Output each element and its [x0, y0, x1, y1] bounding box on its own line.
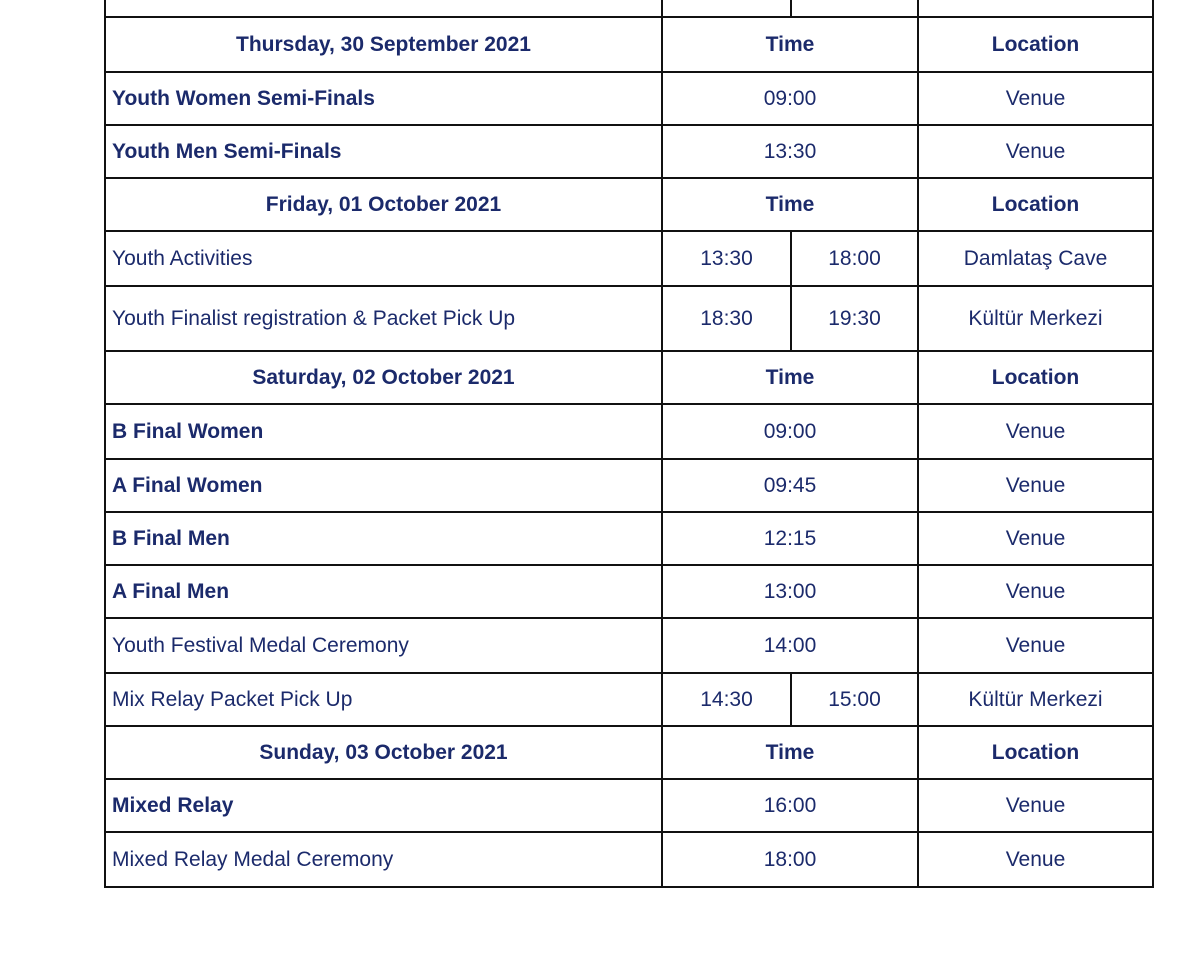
event-time: 18:00 [662, 832, 918, 887]
event-name: Mixed Relay [105, 779, 662, 832]
event-location: Venue [918, 125, 1153, 178]
event-time: 09:00 [662, 404, 918, 459]
end-time: 19:30 [791, 286, 918, 351]
event-row [105, 459, 1153, 512]
end-time: 18:00 [791, 231, 918, 286]
start-time: 13:30 [662, 231, 791, 286]
event-row [105, 618, 1153, 673]
event-row [105, 779, 1153, 832]
event-time: 14:00 [662, 618, 918, 673]
event-location: Kültür Merkezi [918, 673, 1153, 726]
event-row [105, 286, 1153, 351]
event-name: Mixed Relay Medal Ceremony [105, 832, 662, 887]
event-name: Youth Finalist registration & Packet Pick Up [105, 286, 662, 351]
event-name: Youth Women Semi-Finals [105, 72, 662, 125]
event-location: Venue [918, 565, 1153, 618]
event-location: Kültür Merkezi [918, 286, 1153, 351]
cutoff-start-cell [662, 0, 791, 17]
time-column-header: Time [662, 17, 918, 72]
cutoff-end-cell [791, 0, 918, 17]
schedule-body [105, 0, 1153, 887]
location-column-header: Location [918, 726, 1153, 779]
day-date: Sunday, 03 October 2021 [105, 726, 662, 779]
day-header-row [105, 351, 1153, 404]
day-header-row [105, 178, 1153, 231]
start-time: 18:30 [662, 286, 791, 351]
event-name: A Final Women [105, 459, 662, 512]
event-name: B Final Men [105, 512, 662, 565]
event-name: B Final Women [105, 404, 662, 459]
day-date: Saturday, 02 October 2021 [105, 351, 662, 404]
event-name: Youth Festival Medal Ceremony [105, 618, 662, 673]
event-row [105, 72, 1153, 125]
event-location: Venue [918, 618, 1153, 673]
event-name: Youth Activities [105, 231, 662, 286]
event-time: 16:00 [662, 779, 918, 832]
event-row [105, 832, 1153, 887]
schedule-table [104, 0, 1154, 888]
event-row [105, 673, 1153, 726]
event-location: Damlataş Cave [918, 231, 1153, 286]
event-row [105, 404, 1153, 459]
start-time: 14:30 [662, 673, 791, 726]
event-location: Venue [918, 832, 1153, 887]
event-time: 09:00 [662, 72, 918, 125]
event-name: A Final Men [105, 565, 662, 618]
time-column-header: Time [662, 178, 918, 231]
event-location: Venue [918, 779, 1153, 832]
event-name: Youth Men Semi-Finals [105, 125, 662, 178]
cutoff-row [105, 0, 1153, 17]
day-header-row [105, 726, 1153, 779]
event-row [105, 125, 1153, 178]
event-name: Mix Relay Packet Pick Up [105, 673, 662, 726]
time-column-header: Time [662, 726, 918, 779]
time-column-header: Time [662, 351, 918, 404]
event-time: 13:00 [662, 565, 918, 618]
event-row [105, 231, 1153, 286]
day-date: Thursday, 30 September 2021 [105, 17, 662, 72]
event-time: 13:30 [662, 125, 918, 178]
day-header-row [105, 17, 1153, 72]
event-row [105, 512, 1153, 565]
event-location: Venue [918, 459, 1153, 512]
event-time: 12:15 [662, 512, 918, 565]
event-time: 09:45 [662, 459, 918, 512]
day-date: Friday, 01 October 2021 [105, 178, 662, 231]
event-row [105, 565, 1153, 618]
cutoff-event-cell [105, 0, 662, 17]
location-column-header: Location [918, 351, 1153, 404]
event-location: Venue [918, 512, 1153, 565]
event-location: Venue [918, 404, 1153, 459]
end-time: 15:00 [791, 673, 918, 726]
cutoff-location-cell [918, 0, 1153, 17]
event-location: Venue [918, 72, 1153, 125]
location-column-header: Location [918, 178, 1153, 231]
location-column-header: Location [918, 17, 1153, 72]
